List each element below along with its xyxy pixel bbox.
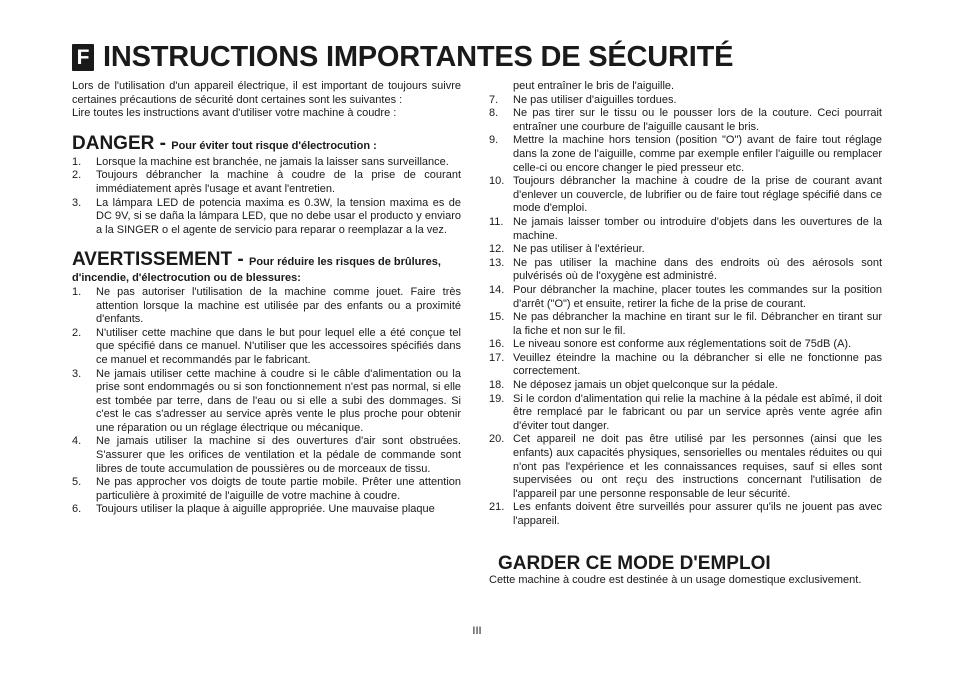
- right-column: [489, 80, 882, 588]
- list-item: 1. Ne pas autoriser l'utilisation de la machine comme jouet. Faire très attention lorsque la machine est utilisée par des enfants ou a proximité d'enfants.: [72, 285, 461, 326]
- list-item: 10. Toujours débrancher la machine à coudre de la prise de courant avant d'enlever un couvercle, de lubrifier ou de faire tout réglage spécifié dans ce mode d'emploi.: [489, 175, 882, 215]
- list-item: 1. Lorsque la machine est branchée, ne jamais la laisser sans surveillance.: [72, 155, 449, 168]
- warning-heading: [72, 249, 461, 271]
- list-item-continued: peut entraîner le bris de l'aiguille.: [513, 80, 675, 92]
- warning-list-continued: [489, 94, 882, 529]
- list-item: 19. Si le cordon d'alimentation qui relie la machine à la pédale est abîmé, il doit être remplacé par le fabricant ou par un service après vente agrée afin d'éviter tout danger.: [489, 392, 882, 432]
- list-item: 2. N'utiliser cette machine que dans le but pour lequel elle a été conçue tel que spécifié dans ce manuel. N'utiliser que les accessoires spécifiés dans ce manuel et recommandés par le fabricant.: [72, 326, 461, 366]
- list-item: 6. Toujours utiliser la plaque à aiguille appropriée. Une mauvaise plaque: [72, 503, 435, 516]
- list-item: 8. Ne pas tirer sur le tissu ou le pousser lors de la couture. Ceci pourrait entraîner une courbure de l'aiguille causant le bris.: [489, 107, 882, 133]
- language-badge: F: [72, 44, 94, 71]
- intro: [72, 80, 461, 121]
- intro-paragraph: Lors de l'utilisation d'un appareil électrique, il est important de toujours suivre certaines précautions de sécurité dont certaines sont les suivantes :: [72, 80, 461, 106]
- list-item: 7. Ne pas utiliser d'aiguilles tordues.: [489, 93, 677, 106]
- danger-heading: [72, 132, 461, 154]
- danger-title: DANGER -: [72, 132, 172, 154]
- list-item: 20. Cet appareil ne doit pas être utilisé par les personnes (ainsi que les enfants) aux capacités physiques, sensorielles ou mentales réduites ou qui n'ont pas l'expérience et les connaissances requises, sauf si elles sont supervisées ou ont reçu des instructions concernant l'utilisation de l'appareil par une personne responsable de leur sécurité.: [489, 433, 882, 500]
- list-item: 21. Les enfants doivent être surveillés pour assurer qu'ils ne jouent pas avec l'appareil.: [489, 501, 882, 527]
- title-row: [72, 40, 733, 74]
- keep-manual-text: Cette machine à coudre est destinée à un usage domestique exclusivement.: [489, 574, 862, 587]
- danger-list: [72, 156, 461, 238]
- list-item: 15. Ne pas débrancher la machine en tirant sur le fil. Débrancher en tirant sur la fiche et non sur le fil.: [489, 311, 882, 337]
- keep-manual-heading: GARDER CE MODE D'EMPLOI: [498, 552, 771, 574]
- list-item: 2. Toujours débrancher la machine à coudre de la prise de courant immédiatement après l'usage et avant l'entretien.: [72, 169, 461, 195]
- list-item: 18. Ne déposez jamais un objet quelconque sur la pédale.: [489, 379, 778, 392]
- warning-subtitle-line2: d'incendie, d'électrocution ou de blessures:: [72, 272, 301, 285]
- list-item: 13. Ne pas utiliser la machine dans des endroits où des aérosols sont pulvérisés où de l'oxygène est administré.: [489, 256, 882, 283]
- danger-subtitle: Pour éviter tout risque d'électrocution :: [171, 139, 377, 152]
- left-column: [72, 80, 461, 517]
- warning-title: AVERTISSEMENT -: [72, 249, 249, 271]
- warning-subtitle: Pour réduire les risques de brûlures,: [249, 256, 441, 269]
- intro-paragraph: Lire toutes les instructions avant d'utiliser votre machine à coudre :: [72, 107, 397, 120]
- list-item: 3. Ne jamais utiliser cette machine à coudre si le câble d'alimentation ou la prise sont endommagés ou si son fonctionnement n'est pas normal, si elle est tombée par terre, dans de l'eau ou si elle a subi des dommages. Si c'est le cas s'adresser au service après vente le plus proche pour obtenir une réparation ou un réglage électrique ou mécanique.: [72, 367, 461, 434]
- list-item: 14. Pour débrancher la machine, placer toutes les commandes sur la position d'arrêt ("O") et ensuite, retirer la fiche de la prise de courant.: [489, 283, 882, 310]
- list-item: 4. Ne jamais utiliser la machine si des ouvertures d'air sont obstruées. S'assurer que les orifices de ventilation et la pédale de commande sont libres de toute accumulation de poussières ou de morceaux de tissu.: [72, 435, 461, 475]
- list-item: 16. Le niveau sonore est conforme aux réglementations soit de 75dB (A).: [489, 338, 852, 351]
- list-item: 5. Ne pas approcher vos doigts de toute partie mobile. Prêter une attention particulière à proximité de l'aiguille de votre machine à coudre.: [72, 476, 461, 502]
- list-item: 12. Ne pas utiliser à l'extérieur.: [489, 243, 645, 256]
- page-title: INSTRUCTIONS IMPORTANTES DE SÉCURITÉ: [103, 40, 734, 73]
- list-item: 9. Mettre la machine hors tension (position "O") avant de faire tout réglage dans la zone de l'aiguille, comme par exemple enfiler l'aiguille ou remplacer celle-ci ou encore changer le pied presseur etc.: [489, 134, 882, 174]
- list-item: 3. La lámpara LED de potencia maxima es 0.3W, la tension maxima es de DC 9V, si se daña la lámpara LED, que no debe usar el producto y enviaro a la SINGER o el agente de servicio para reparar o reemplazar a la vez.: [72, 196, 461, 236]
- page-number: III: [472, 625, 482, 637]
- list-item: 17. Veuillez éteindre la machine ou la débrancher si elle ne fonctionne pas correctement.: [489, 351, 882, 378]
- warning-list: [72, 286, 461, 517]
- list-item: 11. Ne jamais laisser tomber ou introduire d'objets dans les ouvertures de la machine.: [489, 215, 882, 242]
